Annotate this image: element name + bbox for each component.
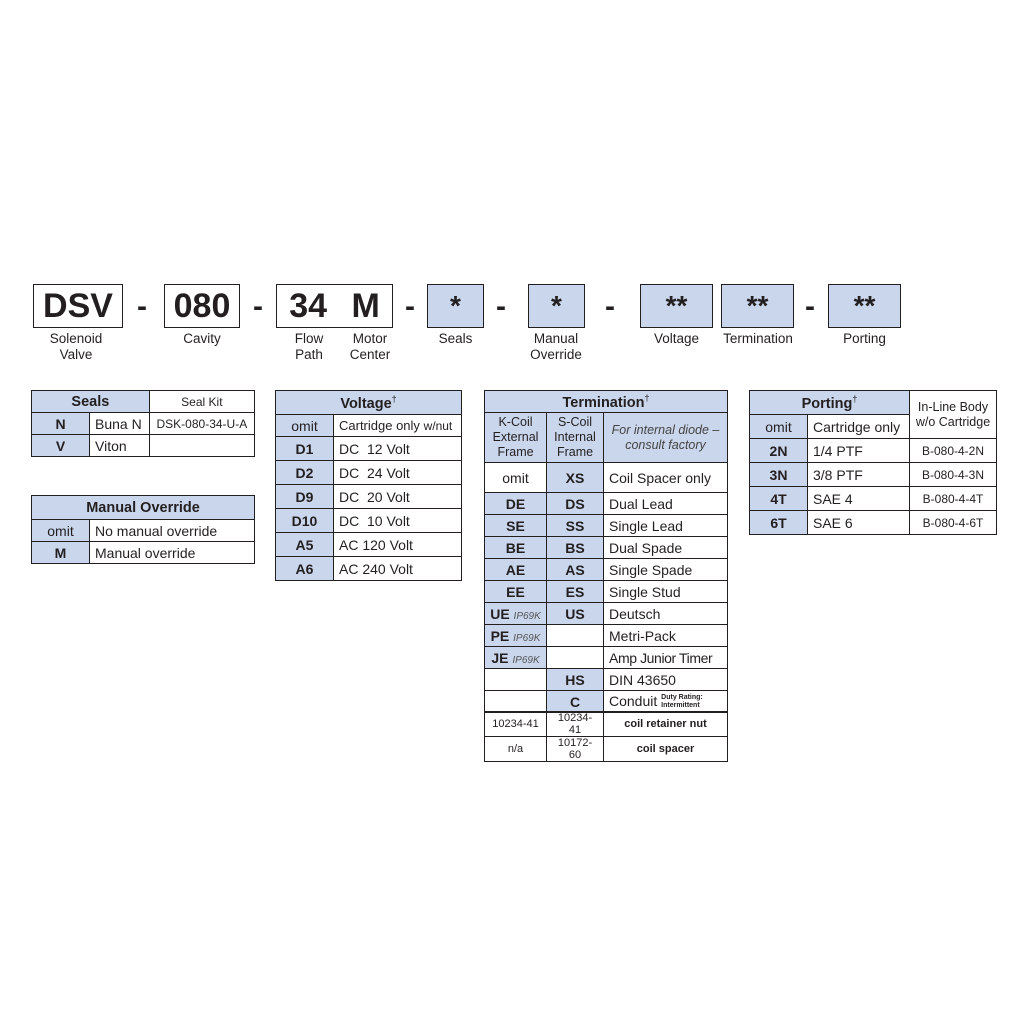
k-coil-code-text: UE: [490, 605, 510, 622]
dagger-mark: †: [391, 393, 397, 404]
voltage-code: D2: [276, 461, 334, 485]
model-code-flow-motor: [276, 284, 393, 328]
termination-table-title: [485, 391, 728, 413]
caption-motor-center: [344, 331, 396, 363]
caption-porting: Porting: [843, 331, 886, 346]
header-line: Frame: [497, 445, 534, 459]
model-code-porting: **: [828, 284, 901, 328]
porting-label: SAE 6: [808, 511, 910, 535]
s-coil-code: XS: [547, 463, 604, 493]
header-line: w/o Cartridge: [915, 414, 991, 429]
s-coil-code: US: [547, 603, 604, 625]
header-line: K-Coil: [498, 415, 533, 429]
voltage-label: DC 12 Volt: [334, 437, 462, 461]
override-code: M: [32, 542, 90, 564]
caption-line: Center: [349, 347, 391, 362]
voltage-label-text: Cartridge only: [339, 418, 420, 433]
termination-parts-table: [484, 711, 728, 762]
caption-line: Valve: [59, 347, 93, 362]
porting-label: 3/8 PTF: [808, 463, 910, 487]
porting-label: Cartridge only: [808, 415, 910, 439]
model-code-voltage: **: [640, 284, 713, 328]
seal-kit: DSK-080-34-U-A: [149, 413, 254, 435]
voltage-label: AC 240 Volt: [334, 557, 462, 581]
note-line: Duty Rating:: [661, 694, 703, 702]
caption-line: Solenoid: [49, 331, 103, 346]
caption-line: Flow: [294, 331, 324, 346]
separator-dash: -: [405, 290, 415, 323]
s-coil-header: [547, 413, 604, 463]
s-coil-code: DS: [547, 493, 604, 515]
s-coil-code: HS: [547, 669, 604, 691]
model-code-dsv: DSV: [33, 284, 123, 328]
caption-cavity: Cavity: [183, 331, 221, 346]
voltage-label-suffix: w/nut: [423, 419, 453, 433]
voltage-code: omit: [276, 415, 334, 437]
k-coil-code-text: PE: [490, 627, 510, 644]
termination-label: Dual Spade: [604, 537, 728, 559]
in-line-body-part: B-080-4-6T: [910, 511, 997, 535]
k-coil-code: [485, 647, 547, 669]
k-coil-code: [485, 669, 547, 691]
porting-table: [749, 390, 997, 535]
voltage-table: [275, 390, 462, 581]
s-coil-code: C: [547, 691, 604, 713]
porting-table-title: [750, 391, 910, 415]
override-table-title: Manual Override: [32, 496, 255, 520]
caption-voltage: Voltage: [653, 331, 700, 346]
seal-kit: [149, 435, 254, 457]
k-coil-code: [485, 625, 547, 647]
termination-label: Single Stud: [604, 581, 728, 603]
duty-rating-note: [661, 694, 703, 710]
separator-dash: -: [605, 290, 615, 323]
caption-line: Motor: [352, 331, 388, 346]
porting-label: SAE 4: [808, 487, 910, 511]
in-line-body-part: B-080-4-3N: [910, 463, 997, 487]
model-code-termination: **: [721, 284, 794, 328]
header-line: Frame: [556, 445, 594, 459]
k-coil-code: [485, 603, 547, 625]
model-code-flow-path: 34: [289, 286, 328, 325]
k-coil-part: 10234-41: [485, 712, 547, 737]
header-line: External: [492, 430, 539, 444]
separator-dash: -: [137, 290, 147, 323]
termination-label: Single Spade: [604, 559, 728, 581]
header-line: S-Coil: [557, 415, 593, 429]
k-coil-code: EE: [485, 581, 547, 603]
s-coil-part: 10172-60: [547, 737, 604, 762]
k-coil-code: DE: [485, 493, 547, 515]
voltage-code: D10: [276, 509, 334, 533]
k-coil-header: [485, 413, 547, 463]
termination-label: DIN 43650: [604, 669, 728, 691]
part-description: coil retainer nut: [604, 712, 728, 737]
termination-label: Deutsch: [604, 603, 728, 625]
termination-label-text: Conduit: [609, 692, 658, 709]
dagger-mark: †: [852, 393, 858, 404]
part-description: coil spacer: [604, 737, 728, 762]
override-code: omit: [32, 520, 90, 542]
model-code-override: *: [528, 284, 585, 328]
model-code-motor-center: M: [351, 286, 380, 325]
seal-kit-header: Seal Kit: [149, 391, 254, 413]
caption-flow-path: [286, 331, 332, 363]
s-coil-code: [547, 647, 604, 669]
dagger-mark: †: [644, 392, 650, 403]
s-coil-code: AS: [547, 559, 604, 581]
header-line: Internal: [554, 430, 596, 444]
in-line-body-part: B-080-4-2N: [910, 439, 997, 463]
ip-rating: IP69K: [513, 632, 541, 644]
seal-label: Viton: [90, 435, 150, 457]
separator-dash: -: [496, 290, 506, 323]
s-coil-code: BS: [547, 537, 604, 559]
caption-line: Override: [530, 347, 582, 362]
override-label: Manual override: [90, 542, 255, 564]
k-coil-code-text: JE: [491, 649, 509, 666]
seals-table-title: Seals: [32, 391, 150, 413]
voltage-code: A6: [276, 557, 334, 581]
porting-code: 4T: [750, 487, 808, 511]
separator-dash: -: [253, 290, 263, 323]
in-line-body-header: [910, 391, 997, 439]
voltage-label: DC 20 Volt: [334, 485, 462, 509]
voltage-code: D1: [276, 437, 334, 461]
porting-code: omit: [750, 415, 808, 439]
voltage-label: AC 120 Volt: [334, 533, 462, 557]
caption-line: Manual: [533, 331, 579, 346]
voltage-label: [334, 415, 462, 437]
s-coil-part: 10234-41: [547, 712, 604, 737]
termination-label: Single Lead: [604, 515, 728, 537]
model-code-cavity: 080: [164, 284, 240, 328]
k-coil-code: BE: [485, 537, 547, 559]
caption-seals: Seals: [438, 331, 473, 346]
porting-code: 6T: [750, 511, 808, 535]
k-coil-code: SE: [485, 515, 547, 537]
model-code-seals: *: [427, 284, 484, 328]
k-coil-part: n/a: [485, 737, 547, 762]
termination-label: Dual Lead: [604, 493, 728, 515]
note-line: Intermittent: [661, 702, 700, 710]
k-coil-code: AE: [485, 559, 547, 581]
termination-label: Metri-Pack: [604, 625, 728, 647]
caption-termination: Termination: [723, 331, 793, 346]
caption-manual-override: [520, 331, 592, 363]
porting-title-text: Porting: [801, 395, 853, 412]
termination-label: Coil Spacer only: [604, 463, 728, 493]
k-coil-code: [485, 691, 547, 713]
in-line-body-part: B-080-4-4T: [910, 487, 997, 511]
seal-label: Buna N: [90, 413, 150, 435]
voltage-code: D9: [276, 485, 334, 509]
ip-rating: IP69K: [512, 654, 540, 666]
caption-solenoid-valve: [40, 331, 112, 363]
separator-dash: -: [805, 290, 815, 323]
k-coil-code: omit: [485, 463, 547, 493]
seal-code: V: [32, 435, 90, 457]
override-label: No manual override: [90, 520, 255, 542]
manual-override-table: [31, 495, 255, 564]
header-line: For internal diode –: [611, 422, 720, 437]
header-line: In-Line Body: [917, 399, 989, 414]
termination-title-text: Termination: [562, 394, 645, 411]
termination-label: [604, 691, 728, 713]
voltage-table-title: [276, 391, 462, 415]
voltage-label: DC 24 Volt: [334, 461, 462, 485]
voltage-title-text: Voltage: [340, 395, 392, 412]
porting-label: 1/4 PTF: [808, 439, 910, 463]
seal-code: N: [32, 413, 90, 435]
s-coil-code: [547, 625, 604, 647]
header-line: consult factory: [625, 437, 706, 452]
s-coil-code: ES: [547, 581, 604, 603]
caption-line: Path: [295, 347, 323, 362]
termination-table: [484, 390, 728, 713]
voltage-label: DC 10 Volt: [334, 509, 462, 533]
voltage-code: A5: [276, 533, 334, 557]
termination-label: Amp Junior Timer: [604, 647, 728, 669]
porting-code: 3N: [750, 463, 808, 487]
s-coil-code: SS: [547, 515, 604, 537]
diode-note-header: [604, 413, 728, 463]
ip-rating: IP69K: [513, 610, 541, 622]
seals-table: [31, 390, 255, 457]
porting-code: 2N: [750, 439, 808, 463]
